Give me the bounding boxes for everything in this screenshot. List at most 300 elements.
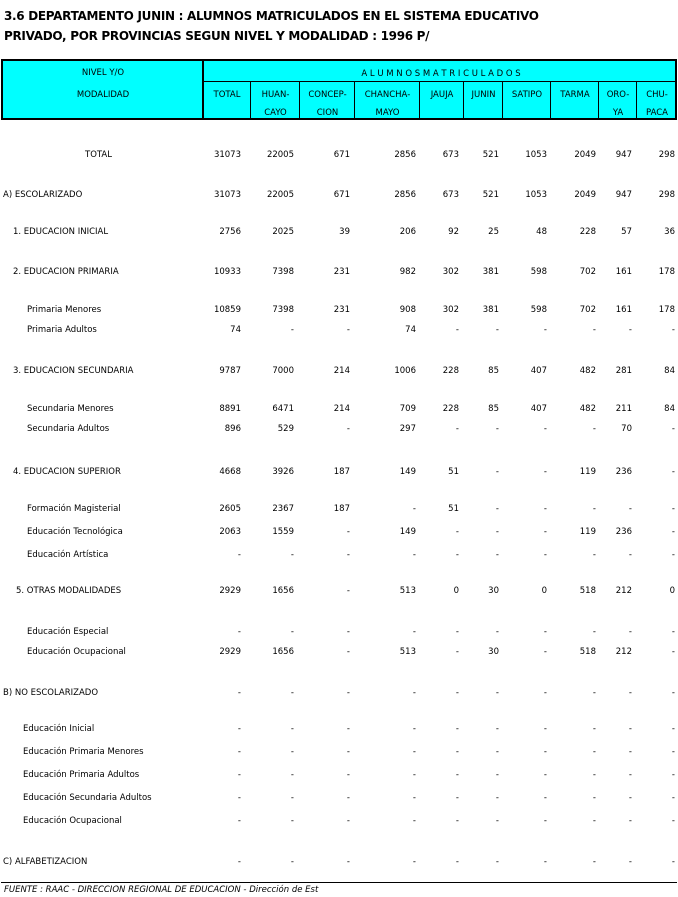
row-label: 2. EDUCACION PRIMARIA	[13, 267, 119, 277]
cell-value: -	[495, 724, 499, 734]
cell-value: -	[412, 627, 416, 637]
cell-value: 1656	[272, 586, 294, 596]
cell-value: -	[495, 770, 499, 780]
table-row	[0, 305, 678, 319]
cell-value: 119	[579, 467, 596, 477]
cell-value: -	[671, 467, 675, 477]
table-row	[0, 404, 678, 418]
cell-value: 529	[277, 424, 294, 434]
cell-value: 231	[333, 305, 350, 315]
cell-value: -	[290, 627, 294, 637]
cell-value: -	[455, 527, 459, 537]
cell-value: -	[543, 325, 547, 335]
table-row	[0, 467, 678, 481]
cell-value: 85	[488, 366, 499, 376]
cell-value: 161	[615, 267, 632, 277]
table-row	[0, 586, 678, 600]
cell-value: 1053	[525, 190, 547, 200]
cell-value: -	[237, 627, 241, 637]
cell-value: -	[346, 424, 350, 434]
cell-value: -	[290, 793, 294, 803]
cell-value: -	[628, 857, 632, 867]
cell-value: -	[237, 857, 241, 867]
cell-value: -	[346, 627, 350, 637]
cell-value: 231	[333, 267, 350, 277]
cell-value: 4668	[219, 467, 241, 477]
cell-value: 1656	[272, 647, 294, 657]
cell-value: -	[628, 688, 632, 698]
cell-value: 22005	[266, 190, 294, 200]
cell-value: -	[412, 857, 416, 867]
cell-value: -	[290, 747, 294, 757]
footer-divider	[1, 882, 677, 883]
cell-value: -	[671, 627, 675, 637]
cell-value: 178	[658, 267, 675, 277]
cell-value: 149	[399, 527, 416, 537]
row-label: Educación Tecnológica	[27, 527, 123, 537]
cell-value: 214	[333, 404, 350, 414]
cell-value: 149	[399, 467, 416, 477]
column-header: HUAN-	[261, 90, 290, 100]
cell-value: -	[592, 627, 596, 637]
cell-value: -	[412, 747, 416, 757]
table-row	[0, 857, 678, 871]
table-row	[0, 190, 678, 204]
cell-value: -	[543, 770, 547, 780]
cell-value: 22005	[266, 150, 294, 160]
cell-value: -	[671, 724, 675, 734]
cell-value: -	[592, 550, 596, 560]
cell-value: 2929	[219, 647, 241, 657]
table-row	[0, 366, 678, 380]
cell-value: 298	[658, 190, 675, 200]
table-header	[1, 59, 677, 120]
cell-value: -	[628, 550, 632, 560]
cell-value: 671	[333, 150, 350, 160]
cell-value: -	[543, 424, 547, 434]
cell-value: -	[592, 504, 596, 514]
cell-value: -	[543, 627, 547, 637]
row-label: Educación Artística	[27, 550, 109, 560]
cell-value: -	[543, 857, 547, 867]
table-row	[0, 688, 678, 702]
table-row	[0, 816, 678, 830]
cell-value: 598	[530, 267, 547, 277]
cell-value: 2367	[272, 504, 294, 514]
cell-value: 2756	[219, 227, 241, 237]
cell-value: -	[290, 724, 294, 734]
column-header-line2: CION	[316, 108, 339, 118]
cell-value: -	[495, 688, 499, 698]
cell-value: -	[495, 550, 499, 560]
cell-value: -	[495, 793, 499, 803]
cell-value: 598	[530, 305, 547, 315]
row-label: C) ALFABETIZACION	[3, 857, 88, 867]
cell-value: -	[412, 770, 416, 780]
cell-value: 36	[664, 227, 675, 237]
cell-value: 407	[530, 366, 547, 376]
cell-value: -	[495, 816, 499, 826]
column-header: CHU-	[646, 90, 668, 100]
cell-value: 671	[333, 190, 350, 200]
cell-value: 92	[448, 227, 459, 237]
cell-value: -	[592, 793, 596, 803]
cell-value: -	[543, 747, 547, 757]
cell-value: -	[455, 770, 459, 780]
column-header: JAUJA	[430, 90, 454, 100]
cell-value: 10859	[213, 305, 241, 315]
cell-value: 187	[333, 467, 350, 477]
cell-value: -	[455, 647, 459, 657]
cell-value: -	[592, 857, 596, 867]
cell-value: 947	[615, 190, 632, 200]
cell-value: 7398	[272, 305, 294, 315]
cell-value: -	[628, 504, 632, 514]
cell-value: -	[412, 816, 416, 826]
cell-value: -	[346, 550, 350, 560]
cell-value: -	[671, 424, 675, 434]
cell-value: -	[671, 857, 675, 867]
cell-value: 31073	[213, 150, 241, 160]
cell-value: 228	[442, 366, 459, 376]
cell-value: -	[671, 550, 675, 560]
cell-value: 236	[615, 527, 632, 537]
cell-value: 214	[333, 366, 350, 376]
cell-value: -	[346, 770, 350, 780]
table-row	[0, 770, 678, 784]
cell-value: 212	[615, 647, 632, 657]
cell-value: -	[592, 747, 596, 757]
cell-value: 702	[579, 305, 596, 315]
cell-value: 161	[615, 305, 632, 315]
footer-source: FUENTE : RAAC - DIRECCION REGIONAL DE EDUCACION - Dirección de Est	[4, 885, 319, 895]
cell-value: -	[290, 816, 294, 826]
table-row	[0, 724, 678, 738]
cell-value: -	[671, 816, 675, 826]
row-label: Formación Magisterial	[27, 504, 121, 514]
row-label: Educación Primaria Menores	[23, 747, 144, 757]
cell-value: -	[346, 647, 350, 657]
column-header: TOTAL	[213, 90, 241, 100]
cell-value: -	[543, 724, 547, 734]
column-header-line2: MAYO	[375, 108, 400, 118]
cell-value: -	[290, 688, 294, 698]
cell-value: -	[455, 724, 459, 734]
cell-value: 84	[664, 366, 675, 376]
cell-value: -	[237, 816, 241, 826]
cell-value: 2049	[574, 150, 596, 160]
cell-value: -	[628, 793, 632, 803]
row-label: 4. EDUCACION SUPERIOR	[13, 467, 121, 477]
cell-value: -	[671, 688, 675, 698]
cell-value: -	[346, 527, 350, 537]
cell-value: -	[671, 527, 675, 537]
cell-value: 513	[399, 647, 416, 657]
cell-value: 212	[615, 586, 632, 596]
cell-value: -	[290, 857, 294, 867]
cell-value: -	[671, 747, 675, 757]
cell-value: -	[346, 747, 350, 757]
cell-value: 298	[658, 150, 675, 160]
cell-value: 0	[541, 586, 547, 596]
cell-value: -	[346, 586, 350, 596]
row-label: Secundaria Adultos	[27, 424, 110, 434]
cell-value: 381	[482, 305, 499, 315]
cell-value: -	[237, 747, 241, 757]
header-alumnos-matriculados: A L U M N O S M A T R I C U L A D O S	[361, 69, 521, 79]
row-label: Primaria Menores	[27, 305, 102, 315]
cell-value: 2929	[219, 586, 241, 596]
column-header: CHANCHA-	[364, 90, 411, 100]
cell-value: -	[455, 857, 459, 867]
cell-value: -	[495, 325, 499, 335]
cell-value: 0	[453, 586, 459, 596]
cell-value: 1006	[394, 366, 416, 376]
cell-value: -	[592, 424, 596, 434]
row-label: 3. EDUCACION SECUNDARIA	[13, 366, 134, 376]
cell-value: -	[628, 627, 632, 637]
cell-value: -	[455, 816, 459, 826]
cell-value: 228	[442, 404, 459, 414]
table-row	[0, 227, 678, 241]
cell-value: 518	[579, 586, 596, 596]
column-header: SATIPO	[511, 90, 543, 100]
cell-value: 3926	[272, 467, 294, 477]
cell-value: -	[455, 550, 459, 560]
cell-value: -	[455, 325, 459, 335]
cell-value: 2605	[219, 504, 241, 514]
cell-value: -	[671, 770, 675, 780]
cell-value: -	[412, 793, 416, 803]
cell-value: -	[628, 816, 632, 826]
cell-value: -	[592, 688, 596, 698]
cell-value: 297	[399, 424, 416, 434]
row-label: Educación Ocupacional	[27, 647, 126, 657]
cell-value: 702	[579, 267, 596, 277]
cell-value: -	[290, 770, 294, 780]
row-label: A) ESCOLARIZADO	[3, 190, 83, 200]
row-label: Secundaria Menores	[27, 404, 114, 414]
cell-value: 521	[482, 190, 499, 200]
cell-value: -	[237, 724, 241, 734]
cell-value: -	[495, 857, 499, 867]
cell-value: -	[495, 747, 499, 757]
cell-value: -	[346, 688, 350, 698]
title-line-1: 3.6 DEPARTAMENTO JUNIN : ALUMNOS MATRICULADOS EN EL SISTEMA EDUCATIVO	[4, 9, 539, 23]
cell-value: -	[346, 724, 350, 734]
cell-value: 236	[615, 467, 632, 477]
cell-value: -	[237, 550, 241, 560]
table-row	[0, 647, 678, 661]
cell-value: -	[671, 793, 675, 803]
cell-value: -	[671, 647, 675, 657]
cell-value: -	[346, 857, 350, 867]
row-label: Educación Secundaria Adultos	[23, 793, 152, 803]
cell-value: -	[592, 816, 596, 826]
cell-value: -	[455, 747, 459, 757]
cell-value: -	[495, 467, 499, 477]
cell-value: 2856	[394, 150, 416, 160]
cell-value: 30	[488, 586, 499, 596]
cell-value: 2025	[272, 227, 294, 237]
cell-value: 48	[536, 227, 547, 237]
cell-value: -	[455, 793, 459, 803]
cell-value: 187	[333, 504, 350, 514]
cell-value: -	[455, 627, 459, 637]
cell-value: -	[495, 527, 499, 537]
cell-value: -	[543, 527, 547, 537]
table-row	[0, 550, 678, 564]
cell-value: 31073	[213, 190, 241, 200]
cell-value: 74	[405, 325, 416, 335]
cell-value: 25	[488, 227, 499, 237]
table-row	[0, 504, 678, 518]
column-header-line2: CAYO	[264, 108, 287, 118]
table-row	[0, 627, 678, 641]
cell-value: -	[543, 467, 547, 477]
cell-value: -	[346, 325, 350, 335]
cell-value: -	[412, 724, 416, 734]
cell-value: -	[290, 325, 294, 335]
cell-value: -	[455, 424, 459, 434]
cell-value: -	[628, 747, 632, 757]
cell-value: 206	[399, 227, 416, 237]
table-row	[0, 325, 678, 339]
cell-value: 211	[615, 404, 632, 414]
cell-value: -	[412, 688, 416, 698]
cell-value: 178	[658, 305, 675, 315]
cell-value: -	[671, 504, 675, 514]
cell-value: -	[290, 550, 294, 560]
column-header-line2: PACA	[646, 108, 668, 118]
cell-value: -	[495, 424, 499, 434]
header-modalidad: MODALIDAD	[76, 90, 130, 100]
cell-value: 8891	[219, 404, 241, 414]
cell-value: 407	[530, 404, 547, 414]
cell-value: 513	[399, 586, 416, 596]
cell-value: 302	[442, 305, 459, 315]
cell-value: 70	[621, 424, 632, 434]
cell-value: -	[412, 550, 416, 560]
table-row	[0, 267, 678, 281]
cell-value: -	[346, 793, 350, 803]
cell-value: -	[628, 770, 632, 780]
cell-value: -	[543, 647, 547, 657]
cell-value: -	[592, 770, 596, 780]
column-header: JUNIN	[471, 90, 496, 100]
row-label: Educación Inicial	[23, 724, 95, 734]
cell-value: 7398	[272, 267, 294, 277]
cell-value: 2049	[574, 190, 596, 200]
cell-value: 709	[399, 404, 416, 414]
column-header: CONCEP-	[308, 90, 347, 100]
cell-value: -	[671, 325, 675, 335]
table-row	[0, 424, 678, 438]
row-label: 5. OTRAS MODALIDADES	[16, 586, 122, 596]
cell-value: -	[543, 550, 547, 560]
cell-value: -	[237, 770, 241, 780]
cell-value: -	[628, 325, 632, 335]
cell-value: -	[237, 793, 241, 803]
cell-value: 0	[669, 586, 675, 596]
cell-value: 51	[448, 467, 459, 477]
cell-value: 119	[579, 527, 596, 537]
cell-value: 10933	[213, 267, 241, 277]
cell-value: 84	[664, 404, 675, 414]
cell-value: -	[592, 724, 596, 734]
cell-value: 1559	[272, 527, 294, 537]
cell-value: 7000	[272, 366, 294, 376]
cell-value: -	[412, 504, 416, 514]
row-label: Educación Ocupacional	[23, 816, 122, 826]
cell-value: -	[543, 504, 547, 514]
cell-value: 982	[399, 267, 416, 277]
cell-value: 30	[488, 647, 499, 657]
cell-value: 57	[621, 227, 632, 237]
row-label: TOTAL	[85, 150, 112, 160]
cell-value: -	[592, 325, 596, 335]
row-label: Primaria Adultos	[27, 325, 97, 335]
row-label: 1. EDUCACION INICIAL	[13, 227, 109, 237]
cell-value: 381	[482, 267, 499, 277]
cell-value: 2856	[394, 190, 416, 200]
cell-value: 896	[224, 424, 241, 434]
cell-value: 39	[339, 227, 350, 237]
cell-value: 947	[615, 150, 632, 160]
header-divider	[203, 81, 677, 82]
cell-value: -	[237, 688, 241, 698]
cell-value: 482	[579, 366, 596, 376]
cell-value: 9787	[219, 366, 241, 376]
cell-value: 85	[488, 404, 499, 414]
cell-value: 51	[448, 504, 459, 514]
cell-value: 1053	[525, 150, 547, 160]
cell-value: 518	[579, 647, 596, 657]
row-label: Educación Primaria Adultos	[23, 770, 140, 780]
cell-value: 908	[399, 305, 416, 315]
cell-value: 673	[442, 190, 459, 200]
cell-value: 74	[230, 325, 241, 335]
column-header: TARMA	[560, 90, 590, 100]
table-row	[0, 527, 678, 541]
column-header: ORO-	[606, 90, 630, 100]
header-nivel: NIVEL Y/O	[81, 68, 125, 78]
cell-value: -	[495, 504, 499, 514]
table-row	[0, 747, 678, 761]
cell-value: 2063	[219, 527, 241, 537]
table-row	[0, 793, 678, 807]
column-header-line2: YA	[612, 108, 624, 118]
cell-value: 228	[579, 227, 596, 237]
cell-value: -	[543, 816, 547, 826]
cell-value: -	[543, 688, 547, 698]
cell-value: -	[543, 793, 547, 803]
cell-value: -	[346, 816, 350, 826]
row-label: Educación Especial	[27, 627, 109, 637]
cell-value: -	[455, 688, 459, 698]
cell-value: -	[628, 724, 632, 734]
row-label: B) NO ESCOLARIZADO	[3, 688, 99, 698]
cell-value: 281	[615, 366, 632, 376]
cell-value: 521	[482, 150, 499, 160]
cell-value: 6471	[272, 404, 294, 414]
cell-value: 482	[579, 404, 596, 414]
cell-value: 302	[442, 267, 459, 277]
cell-value: -	[495, 627, 499, 637]
table-row	[0, 150, 678, 164]
title-line-2: PRIVADO, POR PROVINCIAS SEGUN NIVEL Y MODALIDAD : 1996 P/	[4, 29, 430, 43]
cell-value: 673	[442, 150, 459, 160]
